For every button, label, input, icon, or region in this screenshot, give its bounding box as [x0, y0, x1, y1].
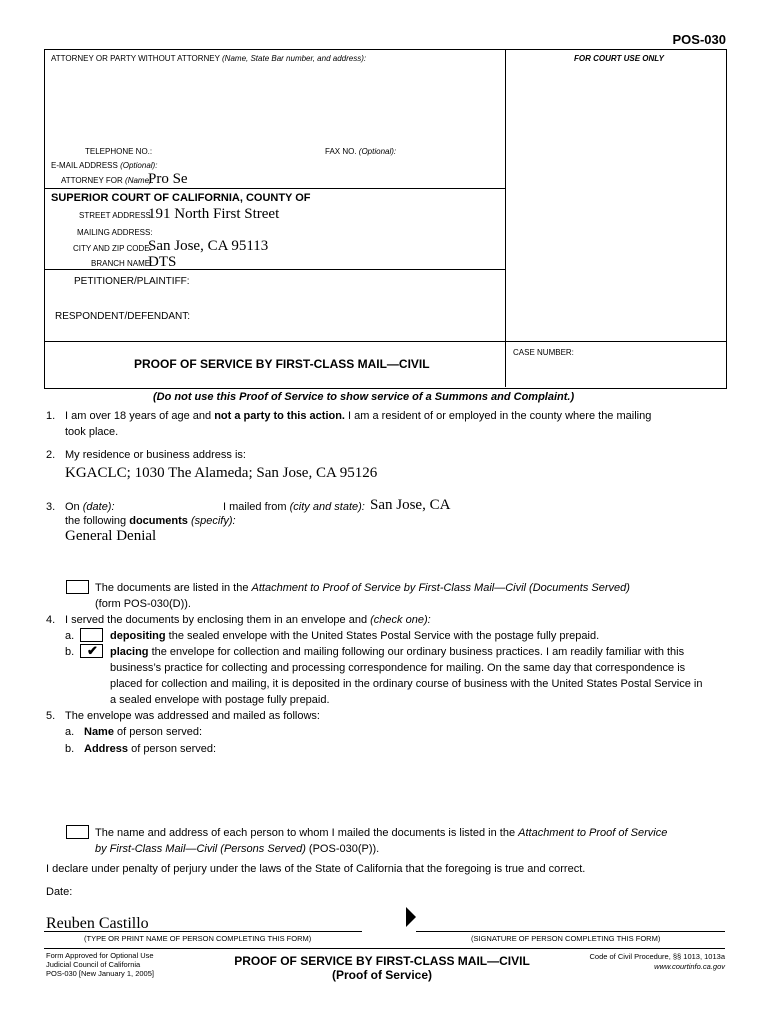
- name-caption: (TYPE OR PRINT NAME OF PERSON COMPLETING THIS FORM): [84, 934, 312, 943]
- declaration-text: I declare under penalty of perjury under the laws of the State of California that the foregoing is true and correct.: [46, 863, 586, 875]
- street-value: 191 North First Street: [148, 206, 280, 222]
- attorney-for-value: Pro Se: [148, 171, 188, 187]
- item-3-date-label: On (date):: [65, 501, 115, 513]
- branch-value: DTS: [148, 254, 177, 270]
- branch-label: BRANCH NAME:: [91, 259, 153, 268]
- footer-rule: [44, 948, 725, 949]
- footer-left: Form Approved for Optional Use Judicial Council of California POS-030 [New January 1, 2005]: [46, 951, 154, 978]
- city-label: CITY AND ZIP CODE:: [73, 244, 152, 253]
- mailed-from-value: San Jose, CA: [370, 497, 451, 513]
- form-id: POS-030: [672, 32, 726, 47]
- documents-attachment-text: The documents are listed in the Attachment to Proof of Service by First-Class Mail—Civil (Documents Served) (form POS-030(D)).: [95, 582, 630, 610]
- court-use-divider: [505, 49, 506, 387]
- footer-title: PROOF OF SERVICE BY FIRST-CLASS MAIL—CIVIL (Proof of Service): [234, 954, 530, 982]
- city-value: San Jose, CA 95113: [148, 238, 269, 254]
- placing-checkbox[interactable]: [80, 644, 103, 658]
- signature-caption: (SIGNATURE OF PERSON COMPLETING THIS FORM): [471, 934, 661, 943]
- attorney-for-label: ATTORNEY FOR (Name):: [61, 176, 154, 185]
- date-label: Date:: [46, 886, 73, 898]
- email-label: E-MAIL ADDRESS (Optional):: [51, 161, 158, 170]
- signature-arrow-icon: [406, 907, 416, 927]
- item-4b-text: placing the envelope for collection and mailing following our ordinary business practices. I am readily familiar with this business’s practice for collecting and processing correspondence for mailing. On the same day that correspondence is placed for collection and mailing, it is deposited in the ordinary course of business with the United States Postal Service in a sealed envelope with postage fully prepaid.: [110, 646, 703, 706]
- item-5-number: 5.: [46, 710, 56, 722]
- court-divider: [44, 269, 505, 270]
- telephone-label: TELEPHONE NO.:: [85, 147, 153, 156]
- fax-label: FAX NO. (Optional):: [325, 147, 397, 156]
- item-2-text: My residence or business address is:: [65, 449, 246, 461]
- item-2-number: 2.: [46, 449, 56, 461]
- petitioner-label: PETITIONER/PLAINTIFF:: [74, 276, 190, 287]
- documents-attachment-checkbox[interactable]: [66, 580, 89, 594]
- court-title: SUPERIOR COURT OF CALIFORNIA, COUNTY OF: [51, 192, 311, 204]
- signer-name-value: Reuben Castillo: [46, 915, 149, 932]
- item-3-city-label: I mailed from (city and state):: [223, 501, 365, 513]
- item-4a-letter: a.: [65, 630, 75, 642]
- item-5a-text: Name of person served:: [84, 726, 203, 738]
- item-4-text: I served the documents by enclosing them in an envelope and (check one):: [65, 614, 431, 626]
- attorney-divider: [44, 188, 505, 189]
- depositing-checkbox[interactable]: [80, 628, 103, 642]
- court-use-label: FOR COURT USE ONLY: [574, 54, 664, 63]
- item-4a-text: depositing the sealed envelope with the United States Postal Service with the postage fully prepaid.: [110, 630, 600, 642]
- check-mark-icon: ✔: [87, 643, 98, 658]
- signature-line: [416, 931, 725, 932]
- item-5b-letter: b.: [65, 743, 75, 755]
- warning-note: (Do not use this Proof of Service to show service of a Summons and Complaint.): [153, 391, 575, 403]
- business-address-value: KGACLC; 1030 The Alameda; San Jose, CA 95126: [65, 465, 378, 481]
- item-5a-letter: a.: [65, 726, 75, 738]
- item-1-text: I am over 18 years of age and not a party to this action. I am a resident of or employed in the county where the mailing took place.: [65, 410, 652, 438]
- street-label: STREET ADDRESS:: [79, 211, 154, 220]
- respondent-label: RESPONDENT/DEFENDANT:: [55, 311, 191, 322]
- item-4b-letter: b.: [65, 646, 75, 658]
- item-3-documents-label: the following documents (specify):: [65, 515, 236, 527]
- mailing-label: MAILING ADDRESS:: [77, 228, 153, 237]
- persons-attachment-checkbox[interactable]: [66, 825, 89, 839]
- item-5b-text: Address of person served:: [84, 743, 217, 755]
- item-4-number: 4.: [46, 614, 56, 626]
- name-line: [44, 931, 362, 932]
- attorney-label: ATTORNEY OR PARTY WITHOUT ATTORNEY (Name, State Bar number, and address):: [51, 54, 367, 63]
- parties-divider: [44, 341, 726, 342]
- item-3-number: 3.: [46, 501, 56, 513]
- documents-value: General Denial: [65, 528, 157, 544]
- persons-attachment-text: The name and address of each person to whom I mailed the documents is listed in the Attachment to Proof of Service by First-Class Mail—Civil (Persons Served) (POS-030(P)).: [95, 827, 668, 855]
- case-number-label: CASE NUMBER:: [513, 348, 574, 357]
- footer-right: Code of Civil Procedure, §§ 1013, 1013a www.courtinfo.ca.gov: [589, 952, 725, 971]
- item-5-text: The envelope was addressed and mailed as follows:: [65, 710, 320, 722]
- document-title: PROOF OF SERVICE BY FIRST-CLASS MAIL—CIVIL: [134, 357, 430, 371]
- item-1-number: 1.: [46, 410, 56, 422]
